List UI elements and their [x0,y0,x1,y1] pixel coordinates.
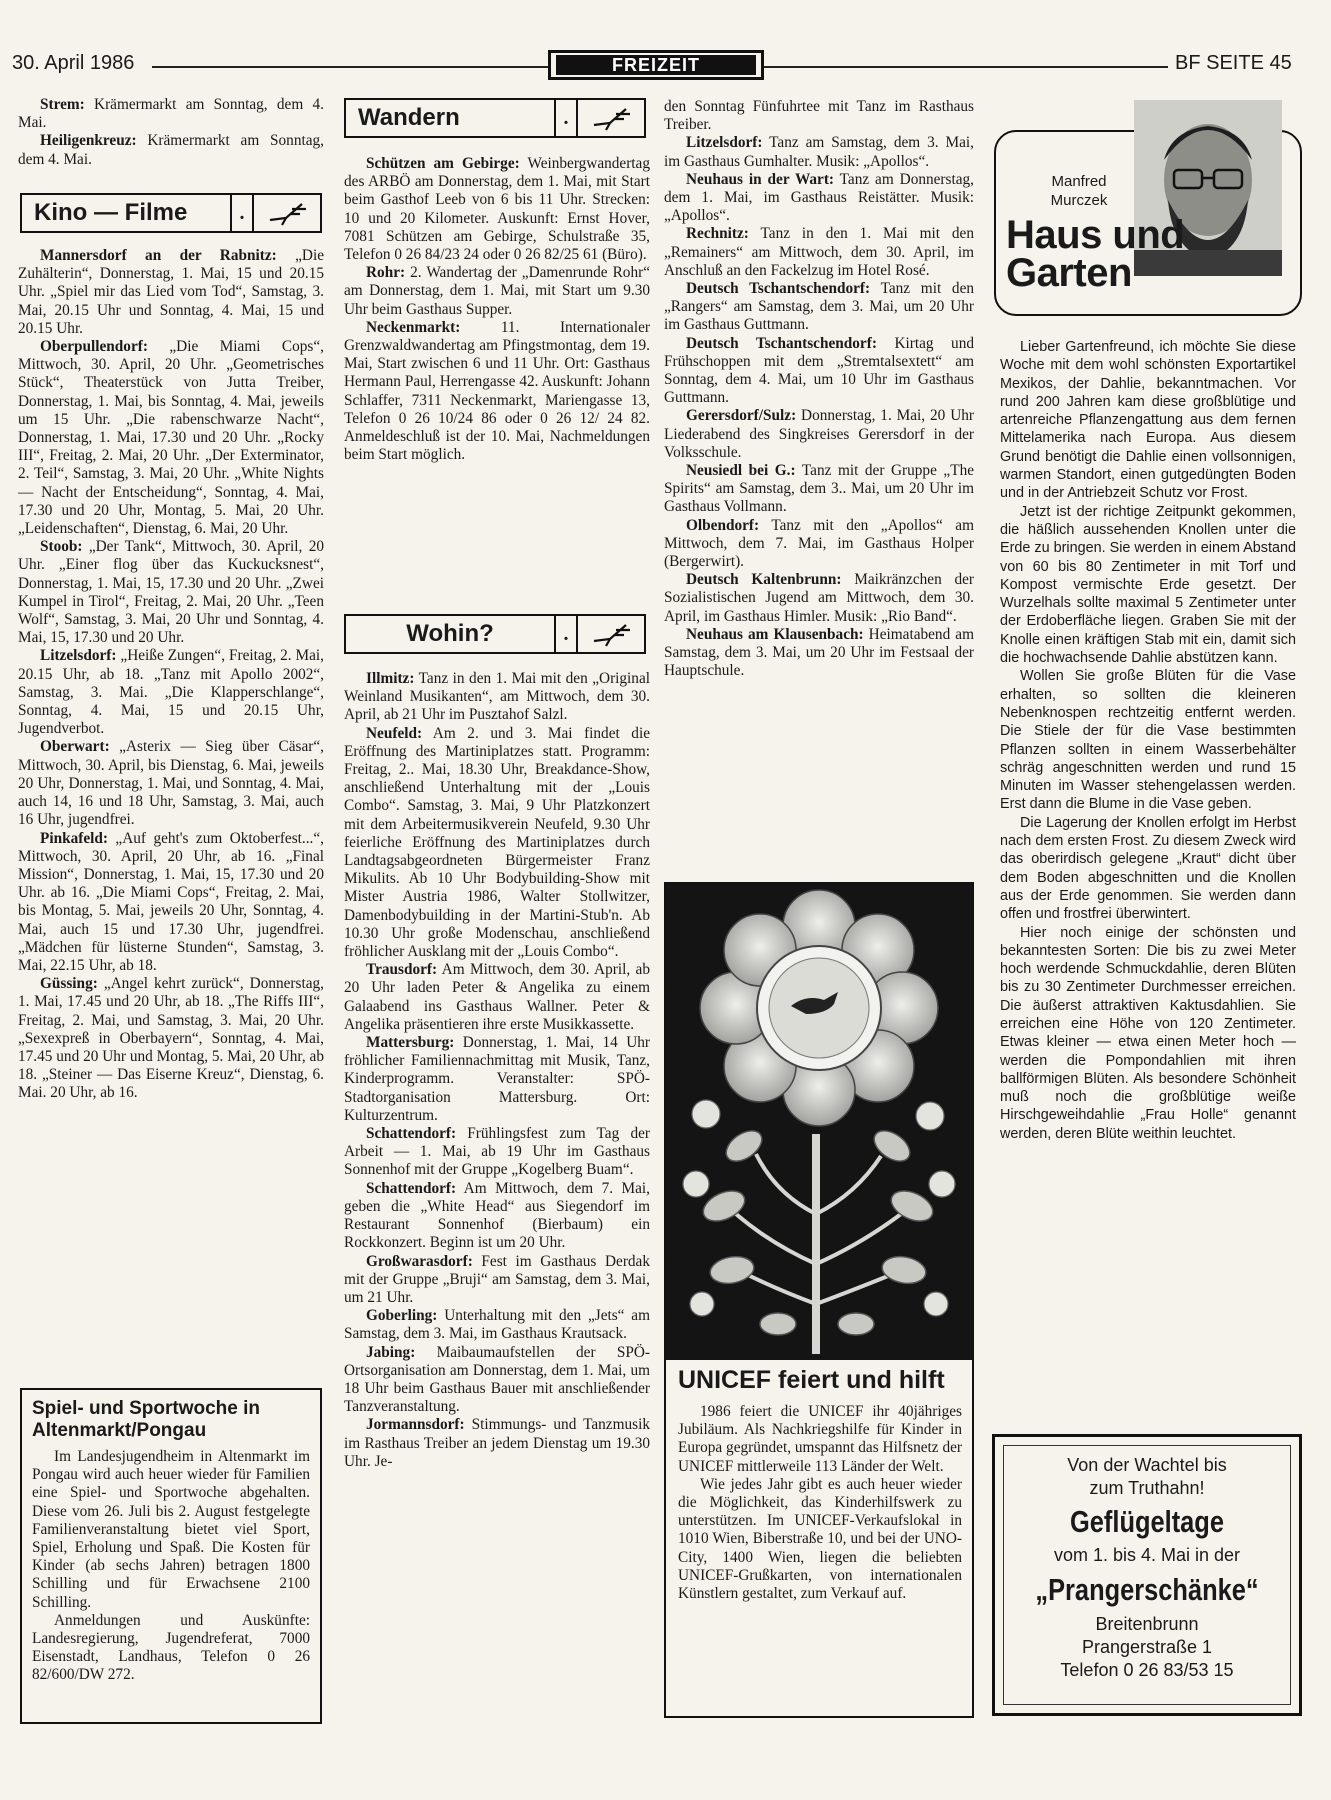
entry-lead: Neufeld: [366,724,423,742]
entry-text: Krämermarkt am Sonntag, dem 4. Mai. [18,132,324,168]
column-2-wandern [344,155,650,464]
unicef-paragraph: Wie jedes Jahr gibt es auch heuer wieder die Möglichkeit, das Kinderhilfswerk zu unterstützen. Im UNICEF-Verkaufslokal in 1010 Wien, Biberstraße 10, und bei der UNO-City, 1400 Wien, liegen die beliebten UNICEF-Grußkarten, von internationalen Künstlern gestaltet, zum Verkauf auf. [678,1475,962,1603]
entry-lead: Neckenmarkt: [366,318,461,336]
entry-lead: Goberling: [366,1307,438,1325]
entry-lead: Jormannsdorf: [366,1416,465,1434]
kino-header [20,193,322,233]
poultry-ad [992,1434,1302,1716]
entry-text: Stimmungs- und Tanzmusik im Rasthaus Treiber an jedem Dienstag um 19.30 Uhr. Je- [344,1416,650,1470]
header-rule-right [764,66,1168,68]
unicef-paragraph: 1986 feiert die UNICEF ihr 40jähriges Jubiläum. Als Nachkriegshilfe für Kinder in Europa gegründet, umspannt das Hilfsnetz der UNICEF mittlerweile 113 Länder der Welt. [678,1403,962,1475]
garden-column-header [994,130,1302,316]
entry-lead: Stoob: [40,538,83,556]
flower-artwork [666,884,972,1360]
entry-text: Tanz mit den „Apollos“ am Mittwoch, dem 7. Mai, im Gasthaus Holper (Bergerwirt). [664,516,974,571]
kino-title: Kino — Filme [34,199,188,226]
entry-lead: Rohr: [366,264,406,282]
entry-lead: Olbendorf: [686,516,760,534]
entry-text: Weinbergwandertag des ARBÖ am Donnerstag, dem 1. Mai, mit Start beim Gasthof Leeb von 6 bis 11 Uhr. Strecken: 10 und 20 Kilometer. Auskunft: Ernst Hover, 7081 Schützen am Gebirge, Schulstraße 35, Telefon 0 26 84/23 24 oder 0 26 82/25 61 (Büro). [344,155,650,264]
section-label-box [548,50,764,80]
continued-text: den Sonntag Fünfuhrtee mit Tanz im Rasthaus Treiber. [664,98,974,134]
entry-text: Fest im Gasthaus Derdak mit der Gruppe „Bruji“ am Samstag, dem 3. Mai, um 21 Uhr. [344,1252,650,1306]
wohin-header [344,614,646,654]
entry-text: „Die Zuhälterin“, Donnerstag, 1. Mai, 15 und 20.15 Uhr. „Spiel mir das Lied vom Tod“, Samstag, 3. Mai, 20.15 Uhr und Sonntag, 4. Mai, 15 und 20.15 Uhr. [18,247,324,337]
entry-text: Maibaumaufstellen der SPÖ-Ortsorganisation am Donnerstag, dem 1. Mai, um 18 Uhr beim Gasthaus Bauer mit anschließender Tanzveranstaltung. [344,1343,650,1416]
entry-text: Tanz in den 1. Mai mit den „Remainers“ am Mittwoch, dem 30. April, im Anschluß an den Fackelzug im Hotel Rosé. [664,225,974,279]
garden-paragraph: Die Lagerung der Knollen erfolgt im Herbst nach dem ersten Frost. Zu diesem Zweck wird das oberirdisch gelegene „Kraut“ dicht über dem Boden abgeschnitten und die Knollen aus der Erde genommen. Sie werden dann offen und frostfrei überwintert. [1000,814,1296,923]
entry-text: „Der Tank“, Mittwoch, 30. April, 20 Uhr. „Einer flog über das Kuckucksnest“, Donnerstag, 1. Mai, 15, 17.30 und 20 Uhr. „Zwei Kumpel in Tirol“, Freitag, 2. Mai, 20 Uhr. „Teen Wolf“, Samstag, 3. Mai, 20 Uhr und Sonntag, 4. Mai, 15, 17.30 und 20 Uhr. [18,538,324,647]
entry-text: 2. Wandertag der „Damenrunde Rohr“ am Donnerstag, dem 1. Mai, mit Start um 9.30 Uhr beim Gasthaus Supper. [344,264,650,318]
entry-lead: Mannersdorf an der Rabnitz: [40,247,277,264]
page-number: BF SEITE 45 [1175,52,1292,74]
unicef-title: UNICEF feiert und hilft [678,1366,945,1394]
sport-week-paragraph: Im Landesjugendheim in Altenmarkt im Pongau wird auch heuer wieder für Familien eine Spiel- und Sportwoche abgehalten. Diese vom 26. Juli bis 2. August festgelegte Familienveranstaltung bietet viel Sport, Spiel, Erholung und Spaß. Die Kosten für Kinder (ab sechs Jahren) betragen 1800 Schilling und für Erwachsene 2100 Schilling. [32,1448,310,1611]
entry-lead: Heiligenkreuz: [40,132,137,150]
column-2-wohin [344,670,650,1471]
ad-line: Telefon 0 26 83/53 15 [1060,1660,1234,1680]
entry-text: „Auf geht's zum Oktoberfest...“, Mittwoch, 30. April, 20 Uhr, ab 16. „Final Mission“, Donnerstag, 1. Mai, 15, 17.30 und 20 Uhr. ab 16. „Die Miami Cops“, Freitag, 2. Mai, bis Montag, 5. Mai, jeweils 20 Uhr, Sonntag, 4. Mai, auch 15 und 17.30 Uhr, jugendfrei. „Mädchen für lüsterne Stunden“, Samstag, 3. Mai, 22.15 Uhr, ab 18. [18,829,324,974]
column-4-text [1000,338,1296,1143]
entry-text: Krämermarkt am Sonntag, dem 4. Mai. [18,96,324,132]
bullet-dot: . [554,616,578,652]
sport-week-box [20,1388,322,1724]
entry-lead: Rechnitz: [686,225,749,243]
entry-text: Maikränzchen der Sozialistischen Jugend am Mittwoch, dem 30. April, im Gasthaus Himler. Musik: „Rio Band“. [664,571,974,625]
entry-lead: Schützen am Gebirge: [366,155,520,172]
sport-week-title: Spiel- und Sportwoche in Altenmarkt/Pongau [32,1398,260,1441]
unicef-flower-illustration [666,884,972,1360]
section-label: FREIZEIT [556,55,756,75]
entry-lead: Litzelsdorf: [40,647,117,665]
entry-lead: Großwarasdorf: [366,1252,473,1270]
entry-text: Unterhaltung mit den „Jets“ am Samstag, dem 3. Mai, im Gasthaus Krautsack. [344,1307,650,1343]
entry-text: „Die Miami Cops“, Mittwoch, 30. April, 20 Uhr. „Geometrisches Stück“, Theaterstück von Jutta Treiber, Donnerstag, 1. Mai, bis Sonntag, 4. Mai, jeweils um 15 Uhr. „Die rabenschwarze Nacht“, Donnerstag, 1. Mai, 17.30 und 20 Uhr. „Rocky III“, Freitag, 2. Mai, 20 Uhr. „Der Exterminator, 2. Teil“, Samstag, 3. Mai, 20 Uhr. „White Nights — Nacht der Entscheidung“, Sonntag, 4. Mai, 17.30 und 20 Uhr, Montag, 5. Mai, 20 Uhr. „Leidenschaften“, Dienstag, 6. Mai, 20 Uhr. [18,338,324,538]
entry-text: „Angel kehrt zurück“, Donnerstag, 1. Mai, 17.45 und 20 Uhr, ab 18. „The Riffs III“, Freitag, 2. Mai, und Samstag, 3. Mai, 20 Uhr. „Sexexpreß in Oberbayern“, Sonntag, 4. Mai, 17.45 und 20 Uhr und Montag, 5. Mai, 20 Uhr, ab 18. „Steiner — Das Eiserne Kreuz“, Dienstag, 6. Mai. 20 Uhr, ab 16. [18,975,324,1102]
entry-text: Tanz mit der Gruppe „The Spirits“ am Samstag, dem 3.. Mai, um 20 Uhr im Gasthaus Vollmann. [664,462,975,516]
ad-line: Breitenbrunn [1095,1614,1199,1634]
entry-lead: Deutsch Tschantschendorf: [686,334,877,352]
entry-text: Tanz mit den „Rangers“ am Samstag, dem 3. Mai, um 20 Uhr im Gasthaus Guttmann. [664,280,975,334]
entry-lead: Litzelsdorf: [686,134,763,152]
garden-title: Haus und Garten [1006,213,1185,295]
entry-text: Am 2. und 3. Mai findet die Eröffnung des Martiniplatzes statt. Programm: Freitag, 2.. Mai, 18.30 Uhr, Breakdance-Show, anschließend Unterhaltung mit der „Louis Combo“. Samstag, 3. Mai, 9 Uhr Platzkonzert mit dem Arbeitermusikverein Neufeld, 9.30 Uhr feierliche Eröffnung des Martiniplatzes durch Landtagsabgeordneten Bürgermeister Franz Mikulits. Ab 10 Uhr Bodybuilding-Show mit Mister Austria 1986, Walter Stollwitzer, Damenbodybuilding in der Martini-Stub'n. Ab 10.30 Uhr große Modenschau, anschließend fröhlicher Ausklang mit der „Louis Combo“. [344,724,650,961]
entry-text: Am Mittwoch, dem 7. Mai, geben die „White Head“ aus Siegendorf im Restaurant Sonnenhof (Bierbaum) ein Rockkonzert. Beginn ist um 20 Uhr. [344,1179,650,1252]
entry-lead: Illmitz: [366,670,415,687]
ad-line: Prangerstraße 1 [1081,1637,1213,1657]
bullet-dot: . [230,195,254,231]
entry-lead: Jabing: [366,1343,416,1361]
bullet-dot: . [554,100,578,136]
entry-lead: Oberpullendorf: [40,338,148,356]
entry-lead: Strem: [40,96,85,113]
entry-text: „Heiße Zungen“, Freitag, 2. Mai, 20.15 Uhr, ab 18. „Tanz mit Apollo 2002“, Samstag, 3. Mai. „Die Klapperschlange“, Sonntag, 4. Mai, 15 und 20.15 Uhr, Jugendverbot. [18,647,324,738]
garden-paragraph: Hier noch einige der schönsten und bekanntesten Sorten: Die bis zu zwei Meter hoch werdende Schmuckdahlie, deren Blüten bis zu 30 Zentimeter Durchmesser erreichen. Die äußerst attraktiven Kaktusdahlien. Sie erreichen eine Höhe von 120 Zentimeter. Etwas kleiner — etwa einen Meter hoch — werden die Pompondahlien mit ihren ballförmigen Blüten. Als besondere Schönheit muß noch die großblütige weiße Hirschgeweihdahlie „Frau Holle“ genannt werden, deren Blüte weithin leuchtet. [1000,924,1296,1142]
garden-paragraph: Lieber Gartenfreund, ich möchte Sie diese Woche mit dem wohl schönsten Exportartikel Mexikos, der Dahlie, bekanntmachen. Vor rund 200 Jahren kam diese großblütige und artenreiche Pflanzengattung aus dem fernen Mittelamerika nach Europa. Aus diesem Grund benötigt die Dahlie einen vollsonnigen, warmen Standort, einen gutgedüngten Boden und in der Antriebzeit Schutz vor Frost. [1000,339,1296,502]
garden-paragraph: Jetzt ist der richtige Zeitpunkt gekommen, die häßlich aussehenden Knollen unter die Erde zu bringen. Sie werden in einem Abstand von 60 bis 80 Zentimeter in mit Torf und Kompost vermischte Erde gesetzt. Der Wurzelhals sollte maximal 5 Zentimeter unter der Erdoberfläche liegen. Graben Sie mit der Knolle einen kräftigen Stab mit ein, damit sich die hochwachsende Dahlie abstützen kann. [1000,503,1296,667]
entry-text: Tanz am Samstag, dem 3. Mai, im Gasthaus Gumhalter. Musik: „Apollos“. [664,134,974,170]
wandern-title: Wandern [358,104,460,131]
wohin-title: Wohin? [406,620,494,647]
sport-week-paragraph: Anmeldungen und Auskünfte: Landesregierung, Jugendreferat, 7000 Eisenstadt, Landhaus, Telefon 0 26 82/600/DW 272. [32,1611,310,1684]
entry-lead: Pinkafeld: [40,829,108,847]
ad-line: Von der Wachtel bis [1067,1455,1227,1475]
entry-text: „Asterix — Sieg über Cäsar“, Mittwoch, 30. April, bis Dienstag, 6. Mai, jeweils 20 Uhr, Donnerstag, 1. Mai, und Sonntag, 4. Mai, auch 14, 16 und 18 Uhr, Samstag, 3. Mai, auch 16 Uhr, jugendfrei. [18,738,324,829]
column-1-kino [18,247,324,1103]
pointing-hand-icon [578,616,644,652]
column-1-intro [18,96,324,169]
entry-lead: Deutsch Kaltenbrunn: [686,571,842,589]
entry-text: Donnerstag, 1. Mai, 14 Uhr fröhlicher Familiennachmittag mit Musik, Tanz, Kinderprogramm. Veranstalter: SPÖ-Stadtorganisation Mattersburg. Ort: Kulturzentrum. [344,1034,650,1124]
entry-text: 11. Internationaler Grenzwaldwandertag am Pfingstmontag, dem 19. Mai, Start zwischen 6 und 11 Uhr. Ort: Gasthaus Hermann Paul, Herrengasse 42. Auskunft: Johann Schlaffer, 7311 Neckenmarkt, Mariengasse 13, Telefon 0 26 10/24 86 oder 0 26 12/ 24 82. Anmeldeschluß ist der 10. Mai, Nachmeldungen beim Start möglich. [344,318,650,464]
entry-text: Tanz in den 1. Mai mit den „Original Weinland Musikanten“, am Mittwoch, dem 30. April, ab 21 Uhr im Pusztahof Salzl. [344,670,650,724]
author-name: Manfred Murczek [1050,173,1108,209]
entry-lead: Güssing: [40,975,98,993]
unicef-box [664,882,974,1718]
column-3-text [664,98,974,681]
entry-lead: Neusiedl bei G.: [686,462,796,480]
garden-paragraph: Wollen Sie große Blüten für die Vase erhalten, so sollten die kleineren Nebenknospen rechtzeitig entfernt werden. Die Stiele der für die Vase bestimmten Pflanzen sollten in einem Wasserbehälter schräg angeschnitten werden und rund 15 Minuten im Wasser stehengelassen werden. Erst dann die Blume in die Vase geben. [1000,668,1296,813]
pointing-hand-icon [254,195,320,231]
ad-headline: Geflügeltage [1070,1504,1224,1539]
entry-lead: Oberwart: [40,738,110,756]
ad-line: zum Truthahn! [1089,1478,1205,1498]
entry-text: Donnerstag, 1. Mai, 20 Uhr Liederabend des Singkreises Gerersdorf in der Volksschule. [664,407,974,461]
ad-line: vom 1. bis 4. Mai in der [1053,1545,1241,1565]
entry-text: Kirtag und Frühschoppen mit dem „Stremtalsextett“ am Sonntag, dem 4. Mai, um 10 Uhr im Gasthaus Guttmann. [664,334,974,407]
pointing-hand-icon [578,100,644,136]
ad-venue: „Prangerschänke“ [1035,1572,1259,1607]
entry-lead: Deutsch Tschantschendorf: [686,280,871,298]
entry-lead: Gerersdorf/Sulz: [686,407,797,425]
header-rule-left [152,66,548,68]
entry-lead: Neuhaus am Klausenbach: [686,625,864,643]
issue-date: 30. April 1986 [12,52,135,74]
entry-text: Frühlingsfest zum Tag der Arbeit — 1. Mai, ab 19 Uhr im Gasthaus Sonnenhof mit der Gruppe „Kogelberg Buam“. [344,1125,650,1179]
entry-lead: Trausdorf: [366,961,438,979]
entry-text: Tanz am Donnerstag, dem 1. Mai, im Gasthaus Reistätter. Musik: „Apollos“. [664,170,974,225]
entry-lead: Neuhaus in der Wart: [686,170,835,188]
entry-text: Am Mittwoch, dem 30. April, ab 20 Uhr laden Peter & Angelika zu einem Galaabend ins Gasthaus Wallner. Peter & Angelika präsentieren ihre erste Musikkassette. [344,961,650,1033]
entry-text: Heimatabend am Samstag, dem 3. Mai, um 20 Uhr im Festsaal der Hauptschule. [664,625,974,680]
wandern-header [344,98,646,138]
entry-lead: Mattersburg: [366,1034,455,1052]
entry-lead: Schattendorf: [366,1179,457,1197]
entry-lead: Schattendorf: [366,1125,457,1143]
